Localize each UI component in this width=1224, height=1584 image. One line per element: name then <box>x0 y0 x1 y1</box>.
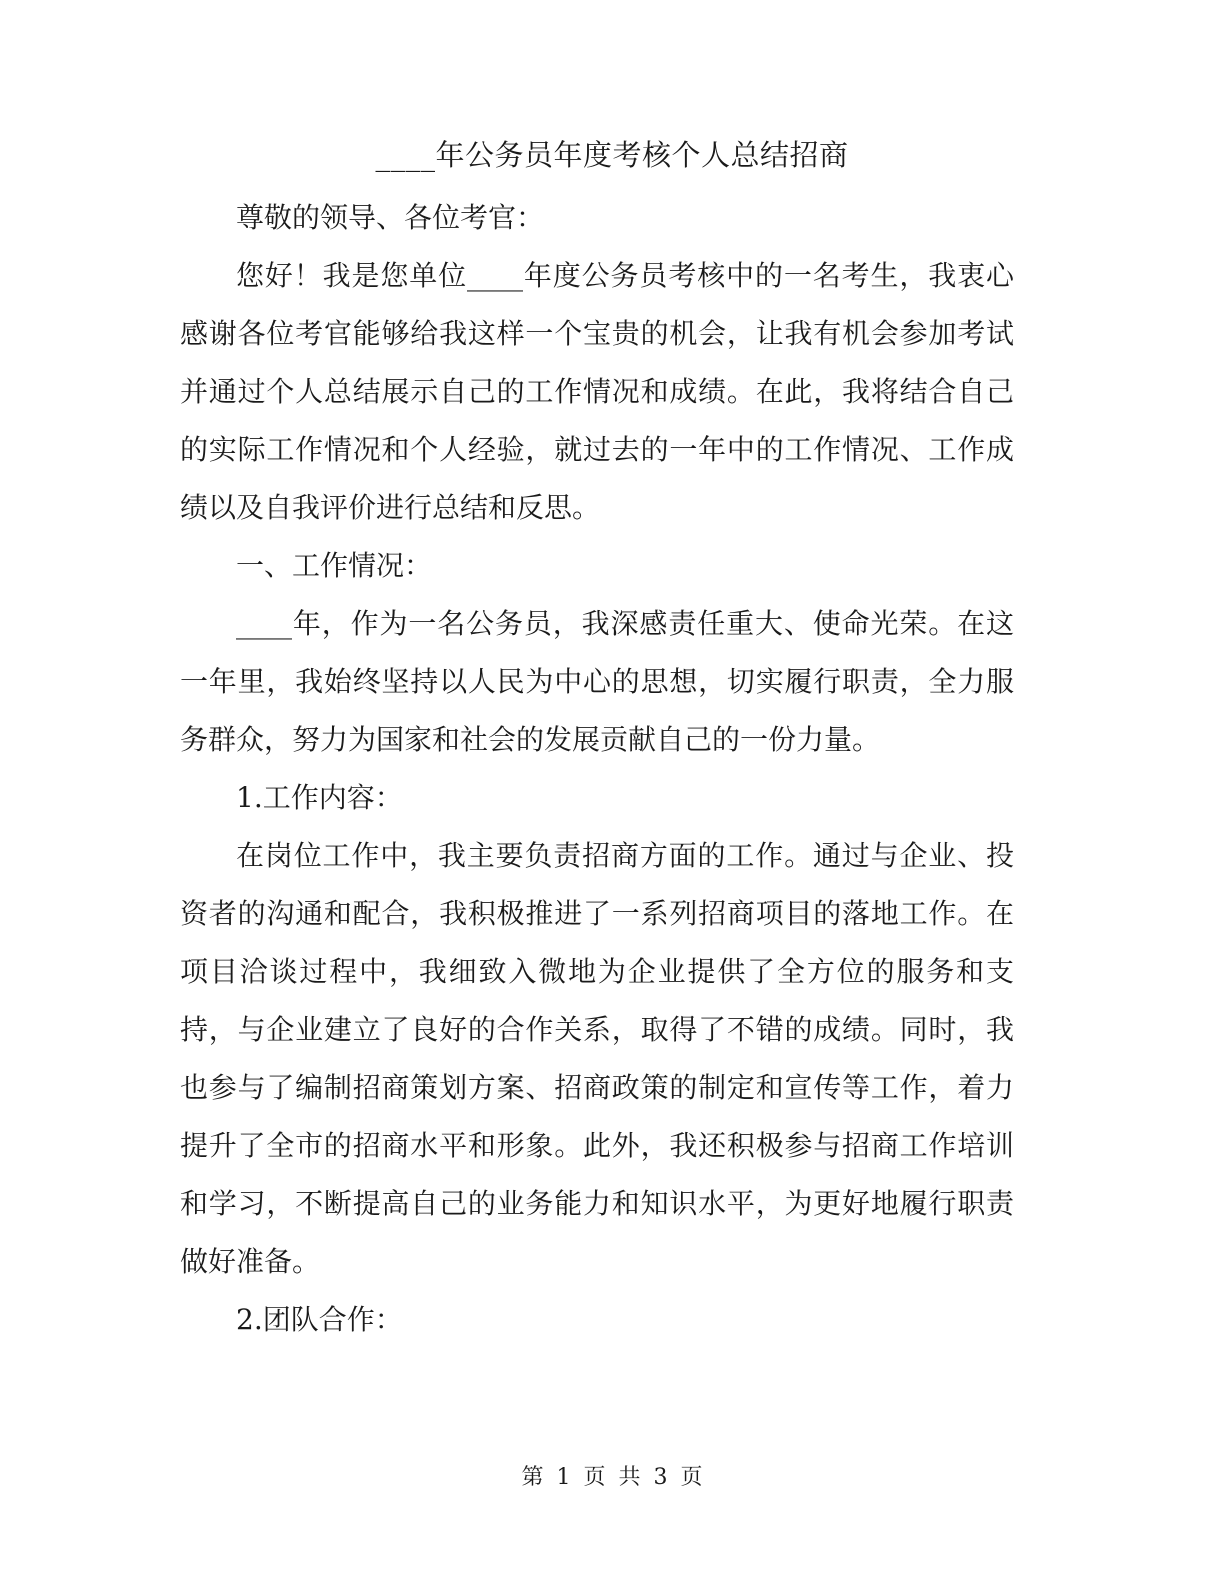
work-situation-paragraph: ____年，作为一名公务员，我深感责任重大、使命光荣。在这一年里，我始终坚持以人民为中心的思想，切实履行职责，全力服务群众，努力为国家和社会的发展贡献自己的一份力量。 <box>180 607 1014 756</box>
document-title: ____年公务员年度考核个人总结招商 <box>375 138 849 172</box>
subheading-work-content: 1.工作内容： <box>236 781 403 814</box>
intro-paragraph: 您好！我是您单位____年度公务员考核中的一名考生，我衷心感谢各位考官能够给我这样一个宝贵的机会，让我有机会参加考试并通过个人总结展示自己的工作情况和成绩。在此，我将结合自己的实际工作情况和个人经验，就过去的一年中的工作情况、工作成绩以及自我评价进行总结和反思。 <box>180 259 1014 524</box>
work-content-paragraph: 在岗位工作中，我主要负责招商方面的工作。通过与企业、投资者的沟通和配合，我积极推进了一系列招商项目的落地工作。在项目洽谈过程中，我细致入微地为企业提供了全方位的服务和支持，与企业建立了良好的合作关系，取得了不错的成绩。同时，我也参与了编制招商策划方案、招商政策的制定和宣传等工作，着力提升了全市的招商水平和形象。此外，我还积极参与招商工作培训和学习，不断提高自己的业务能力和知识水平，为更好地履行职责做好准备。 <box>180 839 1014 1278</box>
page-footer: 第 1 页 共 3 页 <box>521 1465 703 1490</box>
salutation: 尊敬的领导、各位考官： <box>236 201 545 234</box>
section-heading-work-situation: 一、工作情况： <box>236 549 433 582</box>
subheading-teamwork: 2.团队合作： <box>236 1303 403 1336</box>
document-body <box>180 189 1014 1349</box>
